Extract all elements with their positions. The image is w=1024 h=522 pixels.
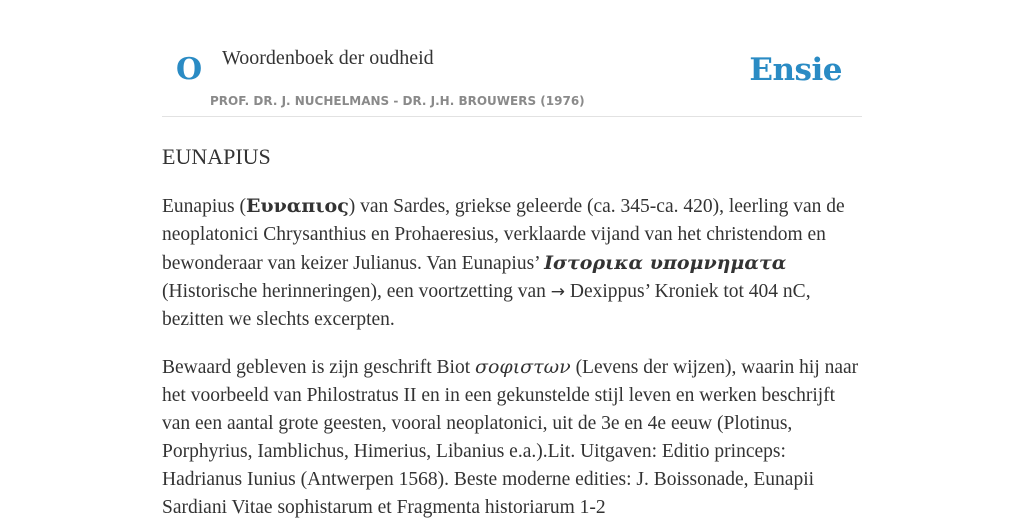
- entry-title: EUNAPIUS: [162, 144, 271, 169]
- greek-term: σοφιστων: [475, 356, 571, 378]
- text-segment: Eunapius (: [162, 196, 246, 217]
- text-segment: (Levens der wijzen), waarin hij naar het voorbeeld van Philostratus II en in een gekunstelde stijl leven en werken beschrijft van een aantal grote geesten, vooral neoplatonici, uit de 3e en 4e eeuw (Plotinus, Porphyrius, Iamblichus, Himerius, Libanius e.a.).Lit. Uitgaven: Editio princeps: Hadrianus Iunius (Antwerpen 1568). Beste moderne edities: J. Boissonade, Eunapii Sardiani Vitae sophistarum et Fragmenta historiarum 1-2: [162, 357, 859, 518]
- text-segment: ) van Sardes, griekse geleerde (ca. 345-ca. 420), leerling van de neoplatonici Chrysanthius en Prohaeresius, verklaarde vijand van het christendom en bewonderaar van keizer Julianus. Van Eunapius’: [162, 196, 845, 274]
- dexippus-link[interactable]: [551, 281, 650, 302]
- letter-badge[interactable]: O: [176, 52, 203, 87]
- brand-logo[interactable]: Ensie: [749, 52, 842, 88]
- text-segment: Bewaard gebleven is zijn geschrift Biot: [162, 357, 475, 378]
- book-title[interactable]: Woordenboek der oudheid: [222, 47, 434, 69]
- text-segment: Kroniek tot 404 nC, bezitten we slechts excerpten.: [162, 281, 811, 330]
- arrow-right-icon: →: [550, 282, 566, 302]
- entry-paragraph-2: [162, 353, 862, 522]
- greek-work-title: Ιστορικα υπομνηματα: [544, 252, 787, 274]
- site-header: [162, 0, 862, 117]
- page: [162, 0, 862, 522]
- greek-name: Ευναπιος: [245, 195, 349, 217]
- book-authors: PROF. DR. J. NUCHELMANS - DR. J.H. BROUWERS (1976): [210, 94, 585, 108]
- text-segment: (Historische herinneringen), een voortzetting van: [162, 281, 551, 302]
- entry-paragraph-1: [162, 192, 862, 334]
- link-text: Dexippus’: [565, 281, 650, 302]
